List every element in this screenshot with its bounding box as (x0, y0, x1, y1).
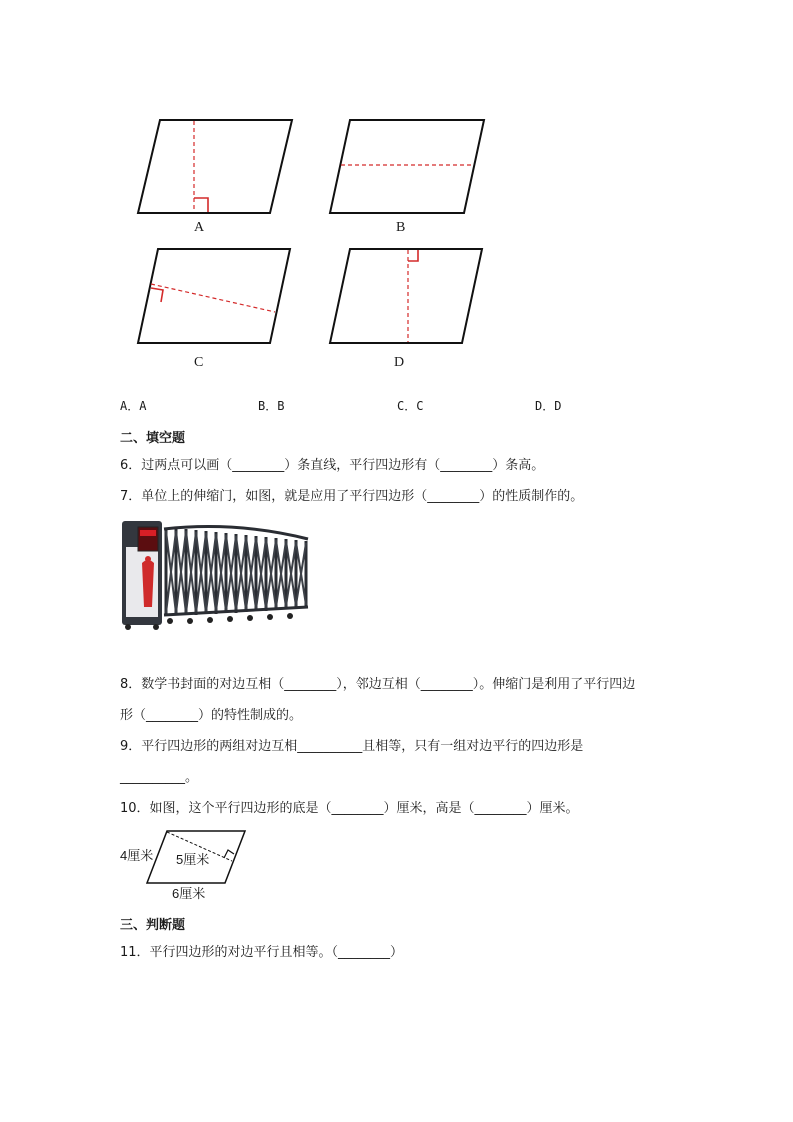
figure-a (138, 120, 292, 213)
question-9-line-2: __________。 (120, 770, 199, 785)
question-10: 10．如图，这个平行四边形的底是（________）厘米，高是（________）厘米。 (120, 801, 579, 816)
figure-d (330, 249, 482, 343)
retractable-gate-image (118, 517, 318, 633)
figure-label-a: A (194, 220, 205, 235)
section-title-fill-in: 二、填空题 (120, 431, 186, 446)
choice-c[interactable]: C．C (397, 399, 424, 413)
choice-d[interactable]: D．D (535, 399, 562, 413)
figure-label-c: C (194, 355, 204, 370)
figure-b (330, 120, 484, 213)
question-7: 7．单位上的伸缩门，如图，就是应用了平行四边形（________）的性质制作的。 (120, 489, 584, 504)
question-11: 11．平行四边形的对边平行且相等。（________） (120, 945, 404, 960)
figure-label-d: D (394, 355, 405, 370)
parallelogram-figures (120, 110, 500, 350)
side-label: 4厘米 (120, 848, 154, 863)
question-8-line-1: 8．数学书封面的对边互相（________），邻边互相（________）。伸缩门是利用了平行四边 (120, 677, 636, 692)
choice-b[interactable]: B．B (258, 399, 285, 413)
question-8-line-2: 形（________）的特性制成的。 (120, 708, 303, 723)
choice-a[interactable]: A．A (120, 399, 147, 413)
base-label: 6厘米 (172, 886, 206, 901)
height-label: 5厘米 (176, 852, 210, 867)
section-title-true-false: 三、判断题 (120, 918, 186, 933)
figure-label-b: B (396, 220, 406, 235)
question-6: 6．过两点可以画（________）条直线，平行四边形有（________）条高。 (120, 458, 545, 473)
question-9-line-1: 9．平行四边形的两组对边互相__________且相等，只有一组对边平行的四边形是 (120, 739, 584, 754)
figure-c (138, 249, 290, 343)
